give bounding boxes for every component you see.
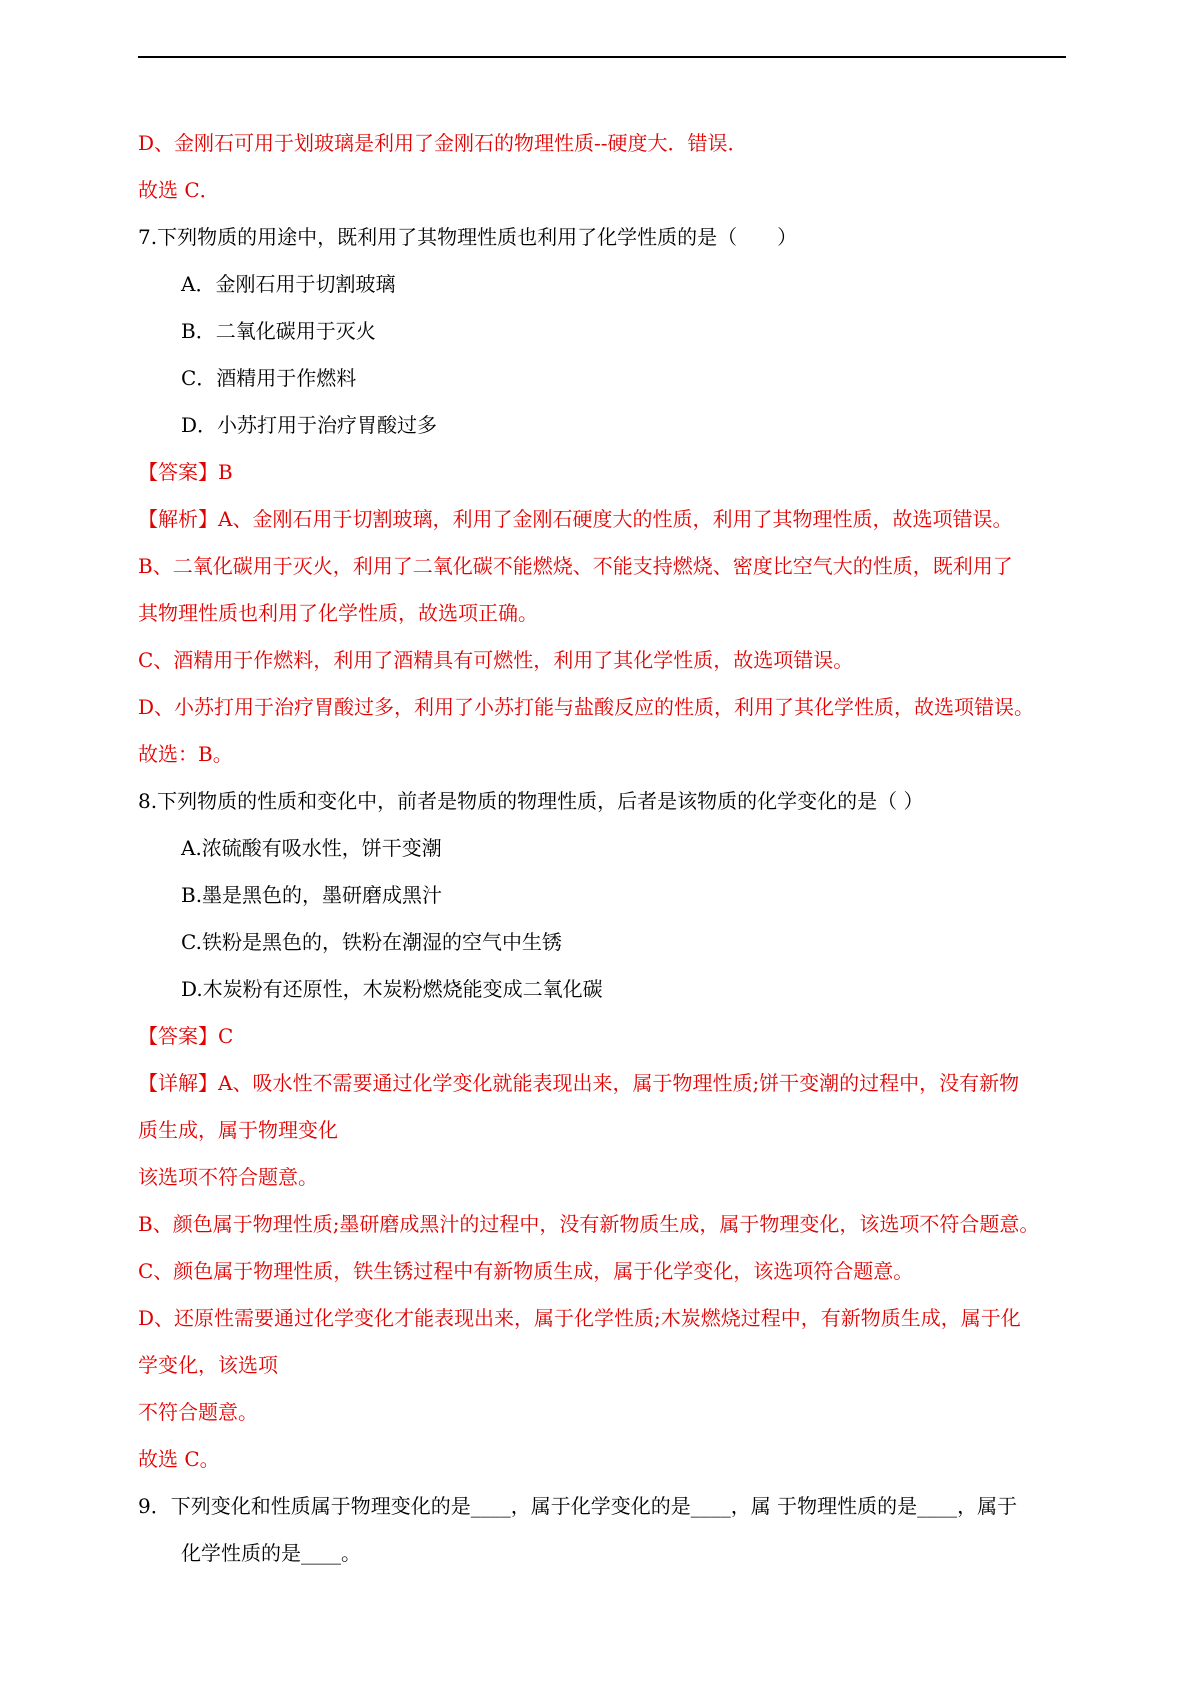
q8-stem: 8.下列物质的性质和变化中，前者是物质的物理性质，后者是该物质的化学变化的是（ ） xyxy=(138,789,924,813)
q7-answer: 【答案】B xyxy=(138,460,233,484)
q6-analysis-option-d: D、金刚石可用于划玻璃是利用了金刚石的物理性质--硬度大．错误． xyxy=(138,131,748,155)
q7-conclusion: 故选：B。 xyxy=(138,742,233,766)
q8-option-c: C.铁粉是黑色的，铁粉在潮湿的空气中生锈 xyxy=(181,930,562,954)
q9-stem-line2: 化学性质的是____。 xyxy=(181,1541,361,1565)
q8-detail-a-line2: 质生成，属于物理变化 xyxy=(138,1118,338,1142)
q7-stem: 7.下列物质的用途中，既利用了其物理性质也利用了化学性质的是（ ） xyxy=(138,225,798,249)
q8-detail-a-line3: 该选项不符合题意。 xyxy=(138,1165,318,1189)
q9-stem-line1: 9．下列变化和性质属于物理变化的是____，属于化学变化的是____，属 于物理性质的是____，属于 xyxy=(138,1494,1018,1518)
q7-option-c: C．酒精用于作燃料 xyxy=(181,366,357,390)
q8-detail-c: C、颜色属于物理性质，铁生锈过程中有新物质生成，属于化学变化，该选项符合题意。 xyxy=(138,1259,914,1283)
q8-detail-d-line1: D、还原性需要通过化学变化才能表现出来，属于化学性质;木炭燃烧过程中，有新物质生成，属于化 xyxy=(138,1306,1021,1330)
document-body xyxy=(138,120,1078,1577)
q7-option-d: D．小苏打用于治疗胃酸过多 xyxy=(181,413,438,437)
q7-option-b: B．二氧化碳用于灭火 xyxy=(181,319,376,343)
q7-analysis-d: D、小苏打用于治疗胃酸过多，利用了小苏打能与盐酸反应的性质，利用了其化学性质，故选项错误。 xyxy=(138,695,1035,719)
q7-analysis-b-line2: 其物理性质也利用了化学性质，故选项正确。 xyxy=(138,601,538,625)
q8-option-a: A.浓硫酸有吸水性，饼干变潮 xyxy=(181,836,442,860)
q8-detail-b: B、颜色属于物理性质;墨研磨成黑汁的过程中，没有新物质生成，属于物理变化，该选项不符合题意。 xyxy=(138,1212,1040,1236)
q7-option-a: A．金刚石用于切割玻璃 xyxy=(181,272,396,296)
header-rule xyxy=(138,56,1066,58)
q8-detail-d-line2: 学变化，该选项 xyxy=(138,1353,278,1377)
q7-analysis-a: 【解析】A、金刚石用于切割玻璃，利用了金刚石硬度大的性质，利用了其物理性质，故选项错误。 xyxy=(138,507,1013,531)
q6-conclusion: 故选 C． xyxy=(138,178,220,202)
q8-option-d: D.木炭粉有还原性，木炭粉燃烧能变成二氧化碳 xyxy=(181,977,603,1001)
q8-detail-d-line3: 不符合题意。 xyxy=(138,1400,258,1424)
q8-conclusion: 故选 C。 xyxy=(138,1447,220,1471)
q8-detail-a-line1: 【详解】A、吸水性不需要通过化学变化就能表现出来，属于物理性质;饼干变潮的过程中，没有新物 xyxy=(138,1071,1020,1095)
q7-analysis-c: C、酒精用于作燃料，利用了酒精具有可燃性，利用了其化学性质，故选项错误。 xyxy=(138,648,854,672)
q7-analysis-b-line1: B、二氧化碳用于灭火，利用了二氧化碳不能燃烧、不能支持燃烧、密度比空气大的性质，既利用了 xyxy=(138,554,1013,578)
q8-option-b: B.墨是黑色的，墨研磨成黑汁 xyxy=(181,883,443,907)
q8-answer: 【答案】C xyxy=(138,1024,234,1048)
